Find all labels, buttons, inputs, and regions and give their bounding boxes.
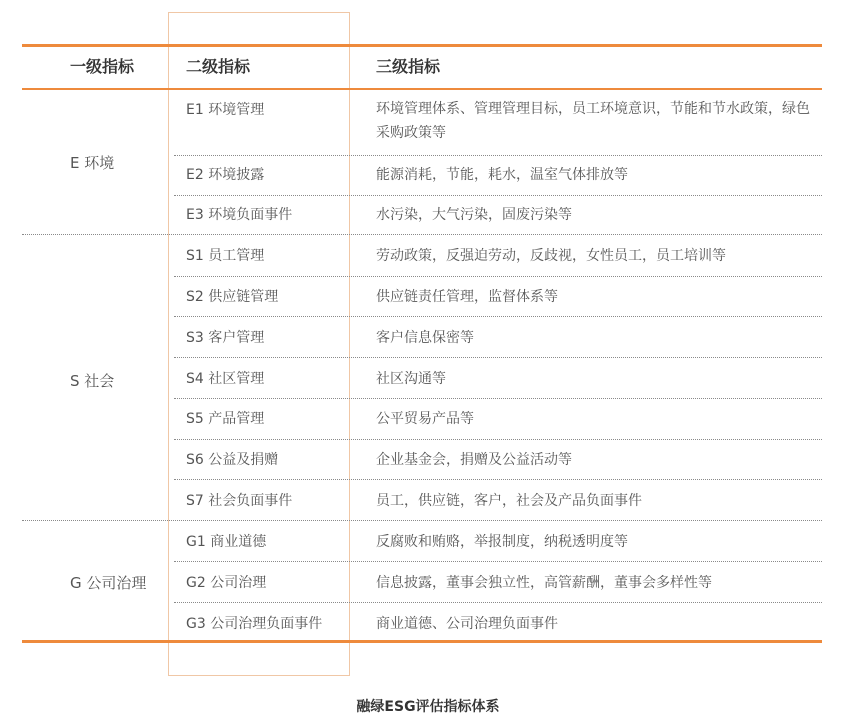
table-row-level2: S7 社会负面事件 [186, 493, 293, 509]
level1-governance: G 公司治理 [70, 574, 147, 592]
row-divider [174, 155, 822, 156]
table-row-level3: 社区沟通等 [376, 371, 446, 387]
header-level1: 一级指标 [70, 57, 135, 76]
table-row-level3: 信息披露，董事会独立性，高管薪酬，董事会多样性等 [376, 575, 712, 591]
table-row-level3: 员工，供应链，客户，社会及产品负面事件 [376, 493, 642, 509]
group-divider [22, 234, 822, 235]
row-divider [174, 195, 822, 196]
table-row-level2: S2 供应链管理 [186, 289, 279, 305]
header-level2: 二级指标 [186, 57, 251, 76]
table-row-level3: 水污染，大气污染，固废污染等 [376, 207, 572, 223]
table-row-level3: 公平贸易产品等 [376, 411, 474, 427]
table-row-level3: 商业道德、公司治理负面事件 [376, 616, 558, 632]
table-row-level2: S3 客户管理 [186, 330, 265, 346]
table-row-level2: G1 商业道德 [186, 534, 267, 550]
table-row-level3: 反腐败和贿赂，举报制度，纳税透明度等 [376, 534, 628, 550]
level1-social: S 社会 [70, 372, 115, 390]
level1-environment: E 环境 [70, 154, 115, 172]
table-row-level3: 供应链责任管理，监督体系等 [376, 289, 558, 305]
group-divider [22, 520, 822, 521]
row-divider [174, 479, 822, 480]
table-bottom-rule [22, 640, 822, 643]
table-row-level2: E1 环境管理 [186, 102, 265, 118]
table-header-rule [22, 88, 822, 90]
table-row-level3: 劳动政策，反强迫劳动，反歧视，女性员工，员工培训等 [376, 248, 726, 264]
row-divider [174, 439, 822, 440]
table-top-rule [22, 44, 822, 47]
table-row-level3: 能源消耗，节能，耗水，温室气体排放等 [376, 167, 628, 183]
table-row-level3: 客户信息保密等 [376, 330, 474, 346]
table-row-level3: 环境管理体系、管理管理目标，员工环境意识，节能和节水政策，绿色采购政策等 [376, 101, 810, 141]
row-divider [174, 398, 822, 399]
row-divider [174, 561, 822, 562]
table-row-level2: G3 公司治理负面事件 [186, 616, 323, 632]
row-divider [174, 276, 822, 277]
row-divider [174, 316, 822, 317]
table-row-level2: S5 产品管理 [186, 411, 265, 427]
table-row-level2: E3 环境负面事件 [186, 207, 293, 223]
header-level3: 三级指标 [376, 57, 441, 76]
table-row-level2: S1 员工管理 [186, 248, 265, 264]
table-row-level2: S6 公益及捐赠 [186, 452, 279, 468]
table-row-level3: 企业基金会，捐赠及公益活动等 [376, 452, 572, 468]
table-row-level2: E2 环境披露 [186, 167, 265, 183]
figure-caption: 融绿ESG评估指标体系 [356, 699, 500, 715]
table-row-level2: G2 公司治理 [186, 575, 267, 591]
table-row-level2: S4 社区管理 [186, 371, 265, 387]
row-divider [174, 357, 822, 358]
row-divider [174, 602, 822, 603]
